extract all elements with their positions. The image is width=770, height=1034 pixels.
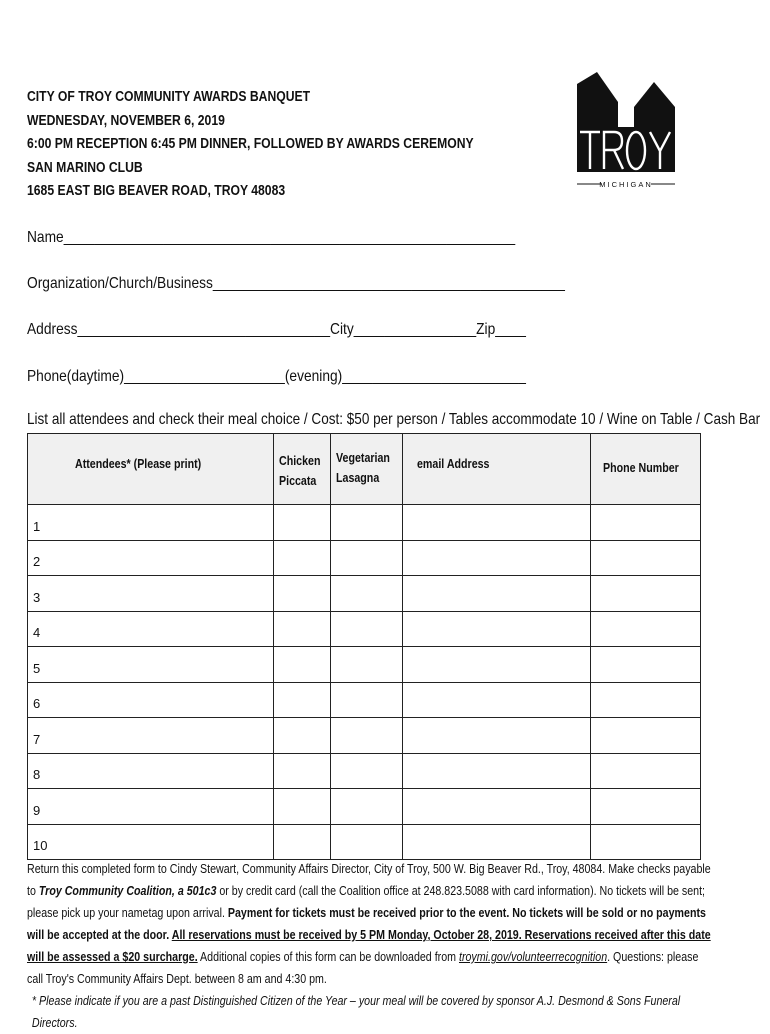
chicken-check-cell[interactable] [274,718,331,754]
attendee-name-cell[interactable] [28,611,274,647]
header-chicken-piccata: Chicken Piccata [274,434,331,505]
troy-logo [574,72,678,192]
header-email: email Address [402,434,590,505]
table-row [28,753,701,789]
email-cell[interactable] [402,682,590,718]
vegetarian-check-cell[interactable] [331,824,403,860]
meal-instructions: List all attendees and check their meal choice / Cost: $50 per person / Tables accommodate 10 / Wine on Table / Cash Bar [27,411,761,428]
phone-field[interactable]: Phone(daytime)_____________________(evening)________________________ [27,368,526,385]
organization-field[interactable]: Organization/Church/Business______________________________________________ [27,275,565,292]
phone-cell[interactable] [590,789,700,825]
table-row [28,505,701,541]
event-title: CITY OF TROY COMMUNITY AWARDS BANQUET [27,89,311,105]
row-number: 10 [33,838,48,853]
row-number: 9 [33,802,41,818]
chicken-check-cell[interactable] [274,789,331,825]
row-number: 2 [33,554,41,569]
table-row [28,611,701,647]
email-cell[interactable] [402,753,590,789]
email-cell[interactable] [402,789,590,825]
chicken-check-cell[interactable] [274,824,331,860]
vegetarian-check-cell[interactable] [331,789,403,825]
vegetarian-check-cell[interactable] [331,576,403,612]
address-city-zip-field[interactable]: Address_________________________________City________________Zip____ [27,321,526,338]
chicken-check-cell[interactable] [274,540,331,576]
row-number: 5 [33,660,41,676]
event-schedule: 6:00 PM RECEPTION 6:45 PM DINNER, FOLLOWED BY AWARDS CEREMONY [27,136,474,152]
row-number: 6 [33,696,41,711]
attendee-name-cell[interactable] [28,505,274,541]
row-number: 4 [33,625,41,640]
row-number: 8 [33,767,41,782]
vegetarian-check-cell[interactable] [331,753,403,789]
table-row [28,824,701,860]
header-attendees: Attendees* (Please print) [28,434,274,505]
return-instructions: Return this completed form to Cindy Stewart, Community Affairs Director, City of Troy, 500 W. Big Beaver Rd., Troy, 48084. Make checks payable to Troy Community Coalition, a 501c3 or by credit card (call the Coalition office at 248.823.5088 with card information). No tickets will be sent; please pick up your nametag upon arrival. Payment for tickets must be received prior to the event. No tickets will be sold or no payments will be accepted at the door. All reservations must be received by 5 PM Monday, October 28, 2019. Reservations received after this date will be assessed a $20 surcharge. Additional copies of this form can be downloaded from troymi.gov/volunteerrecognition. Questions: please call Troy's Community Affairs Dept. between 8 am and 4:30 pm. [27,861,711,986]
table-header-row [28,434,701,505]
event-venue: SAN MARINO CLUB [27,159,143,176]
phone-cell[interactable] [590,647,700,683]
chicken-check-cell[interactable] [274,611,331,647]
vegetarian-check-cell[interactable] [331,718,403,754]
table-row [28,682,701,718]
email-cell[interactable] [402,576,590,612]
name-field[interactable]: Name___________________________________________________________ [27,229,516,246]
table-row [28,789,701,825]
phone-cell[interactable] [590,753,700,789]
email-cell[interactable] [402,611,590,647]
phone-cell[interactable] [590,540,700,576]
vegetarian-check-cell[interactable] [331,611,403,647]
event-address: 1685 EAST BIG BEAVER ROAD, TROY 48083 [27,183,286,199]
chicken-check-cell[interactable] [274,505,331,541]
email-cell[interactable] [402,647,590,683]
header-phone: Phone Number [590,434,700,505]
vegetarian-check-cell[interactable] [331,505,403,541]
table-row [28,576,701,612]
table-row [28,718,701,754]
attendee-name-cell[interactable] [28,789,274,825]
attendee-name-cell[interactable] [28,753,274,789]
table-row [28,540,701,576]
phone-cell[interactable] [590,718,700,754]
phone-cell[interactable] [590,611,700,647]
header-vegetarian-lasagna: Vegetarian Lasagna [331,434,403,505]
phone-cell[interactable] [590,824,700,860]
row-number: 7 [33,731,41,747]
email-cell[interactable] [402,824,590,860]
event-date: WEDNESDAY, NOVEMBER 6, 2019 [27,112,225,129]
phone-cell[interactable] [590,682,700,718]
download-link[interactable]: troymi.gov/volunteerrecognition [458,949,608,964]
attendee-table [27,433,701,860]
email-cell[interactable] [402,540,590,576]
logo-michigan-text: MICHIGAN [599,180,653,189]
attendee-name-cell[interactable] [28,576,274,612]
row-number: 3 [33,589,41,605]
distinguished-citizen-note: * Please indicate if you are a past Distinguished Citizen of the Year – your meal will be covered by sponsor A.J. Desmond & Sons Funeral Directors. [31,993,681,1030]
email-cell[interactable] [402,505,590,541]
attendee-name-cell[interactable] [28,540,274,576]
phone-cell[interactable] [590,576,700,612]
vegetarian-check-cell[interactable] [331,682,403,718]
chicken-check-cell[interactable] [274,576,331,612]
chicken-check-cell[interactable] [274,753,331,789]
chicken-check-cell[interactable] [274,682,331,718]
attendee-name-cell[interactable] [28,647,274,683]
table-row [28,647,701,683]
phone-cell[interactable] [590,505,700,541]
event-header [27,86,559,204]
chicken-check-cell[interactable] [274,647,331,683]
vegetarian-check-cell[interactable] [331,647,403,683]
attendee-name-cell[interactable] [28,718,274,754]
attendee-name-cell[interactable] [28,824,274,860]
row-number: 1 [33,518,41,534]
vegetarian-check-cell[interactable] [331,540,403,576]
email-cell[interactable] [402,718,590,754]
attendee-name-cell[interactable] [28,682,274,718]
footer-instructions [27,858,716,1034]
